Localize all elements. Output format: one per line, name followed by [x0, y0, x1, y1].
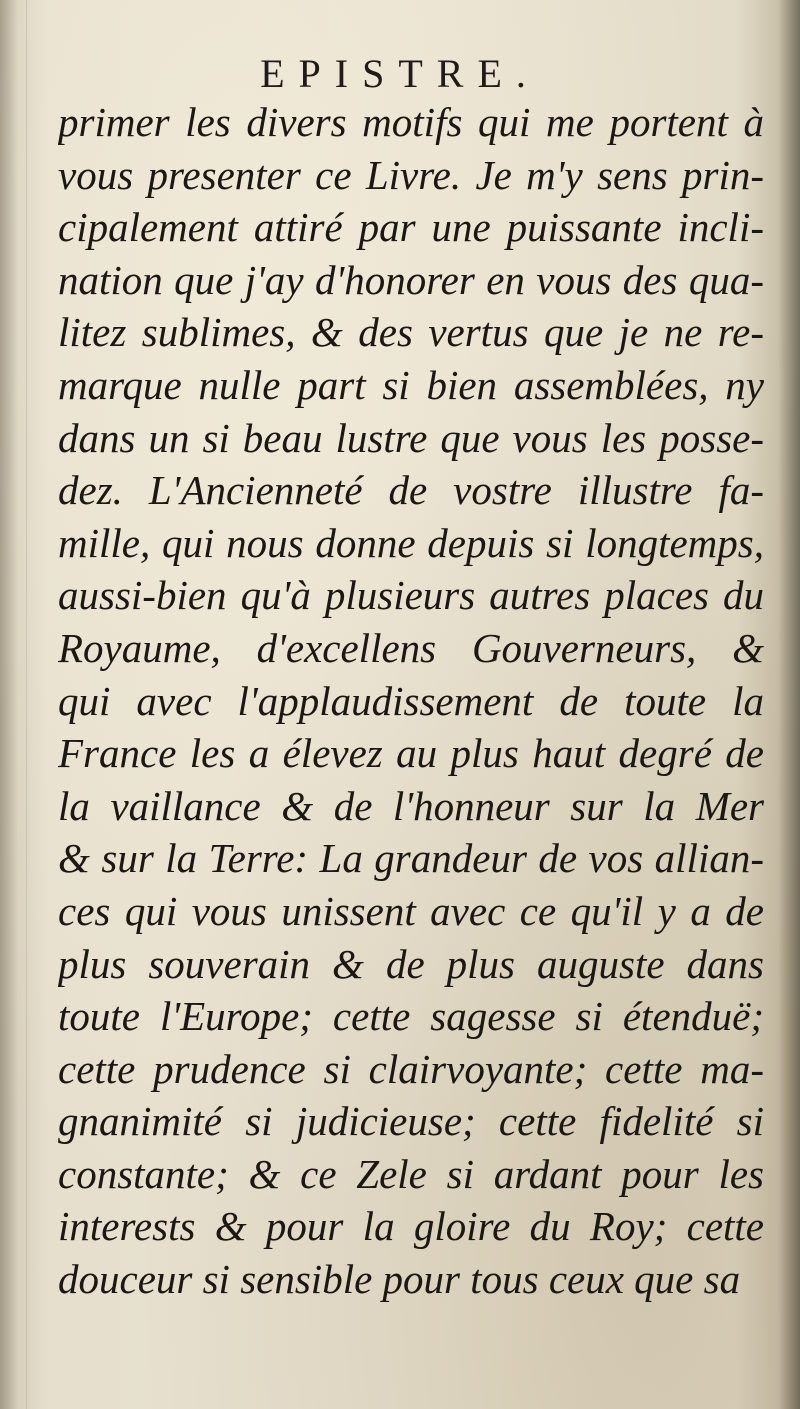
gutter-shadow: [0, 0, 18, 1409]
text-line: litez sublimes, & des vertus que je ne re-: [58, 309, 764, 356]
text-line: primer les divers motifs qui me portent à: [58, 99, 764, 145]
page-edge: [778, 0, 800, 1409]
text-line: mille, qui nous donne depuis si longtemps,: [58, 519, 764, 566]
text-line: constante; & ce Zele si ardant pour les: [58, 1150, 764, 1197]
text-line: Royaume, d'excellens Gouverneurs, &: [58, 624, 764, 671]
text-line: la vaillance & de l'honneur sur la Mer: [58, 782, 764, 829]
running-head: EPISTRE.: [260, 51, 540, 96]
text-line: dez. L'Ancienneté de vostre illustre fa-: [58, 467, 764, 514]
text-line: dans un si beau lustre que vous les posse-: [58, 414, 764, 461]
text-line: interests & pour la gloire du Roy; cette: [58, 1203, 764, 1250]
text-line: nation que j'ay d'honorer en vous des qua-: [58, 256, 764, 303]
page-fold-mark: [26, 0, 27, 1409]
text-line: ces qui vous unissent avec ce qu'il y a de: [58, 887, 764, 934]
text-line: vous presenter ce Livre. Je m'y sens prin-: [58, 151, 764, 198]
body-text: [58, 96, 764, 1306]
text-line: France les a élevez au plus haut degré de: [58, 730, 764, 777]
text-line: douceur si sensible pour tous ceux que sa: [58, 1256, 741, 1303]
text-line: gnanimité si judicieuse; cette fidelité si: [58, 1098, 764, 1145]
text-line: cette prudence si clairvoyante; cette ma-: [58, 1045, 764, 1092]
text-line: plus souverain & de plus auguste dans: [58, 940, 764, 987]
text-line: cipalement attiré par une puissante incli-: [58, 204, 764, 251]
text-line: marque nulle part si bien assemblées, ny: [58, 361, 764, 408]
text-line: qui avec l'applaudissement de toute la: [58, 677, 764, 724]
text-line: toute l'Europe; cette sagesse si étenduë;: [58, 993, 764, 1040]
text-line: & sur la Terre: La grandeur de vos allian-: [58, 835, 764, 882]
text-line: aussi-bien qu'à plusieurs autres places du: [58, 572, 764, 619]
